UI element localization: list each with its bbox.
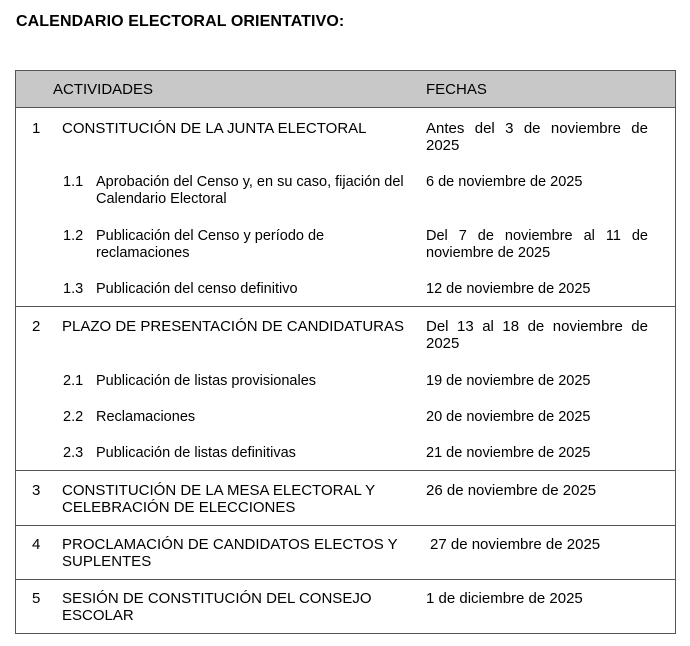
subitem-activity: Publicación del censo definitivo — [96, 281, 298, 297]
group-activity: SESIÓN DE CONSTITUCIÓN DEL CONSEJO ESCOLAR — [62, 590, 372, 624]
group-activity: PROCLAMACIÓN DE CANDIDATOS ELECTOS Y SUPLENTES — [62, 536, 398, 570]
subitem-activity: Publicación de listas definitivas — [96, 445, 296, 461]
group-date: 27 de noviembre de 2025 — [430, 536, 601, 553]
table-group-2 — [16, 307, 675, 471]
group-date: 26 de noviembre de 2025 — [426, 482, 597, 499]
subitem-activity: Reclamaciones — [96, 409, 196, 425]
table-group-3 — [16, 471, 675, 526]
group-number: 3 — [32, 482, 41, 499]
header-activities: ACTIVIDADES — [53, 81, 154, 98]
subitem-date: 19 de noviembre de 2025 — [426, 373, 591, 389]
subitem-number: 1.2 — [63, 228, 84, 244]
group-number: 2 — [32, 318, 41, 335]
table-group-4 — [16, 526, 675, 580]
group-activity: CONSTITUCIÓN DE LA JUNTA ELECTORAL — [62, 120, 367, 137]
group-date: Del 13 al 18 de noviembre de 2025 — [426, 318, 648, 352]
subitem-date: 21 de noviembre de 2025 — [426, 445, 591, 461]
group-activity: CONSTITUCIÓN DE LA MESA ELECTORAL Y CELEBRACIÓN DE ELECCIONES — [62, 482, 375, 516]
subitem-date: 20 de noviembre de 2025 — [426, 409, 591, 425]
group-date: Antes del 3 de noviembre de 2025 — [426, 120, 648, 154]
group-number: 5 — [32, 590, 41, 607]
table-header — [16, 71, 675, 108]
subitem-activity: Publicación de listas provisionales — [96, 373, 317, 389]
subitem-activity: Aprobación del Censo y, en su caso, fijación del Calendario Electoral — [96, 174, 404, 207]
subitem-number: 2.2 — [63, 409, 84, 425]
subitem-activity: Publicación del Censo y período de reclamaciones — [96, 228, 325, 261]
group-number: 4 — [32, 536, 41, 553]
subitem-date: 12 de noviembre de 2025 — [426, 281, 591, 297]
header-dates: FECHAS — [426, 81, 487, 98]
subitem-number: 2.3 — [63, 445, 84, 461]
subitem-number: 1.1 — [63, 174, 84, 190]
subitem-number: 2.1 — [63, 373, 84, 389]
group-date: 1 de diciembre de 2025 — [426, 590, 583, 607]
group-number: 1 — [32, 120, 41, 137]
subitem-number: 1.3 — [63, 281, 84, 297]
table-group-5 — [16, 580, 675, 634]
electoral-calendar-table — [15, 70, 676, 634]
subitem-date: 6 de noviembre de 2025 — [426, 174, 583, 190]
subitem-date: Del 7 de noviembre al 11 de noviembre de 2025 — [426, 228, 648, 261]
group-activity: PLAZO DE PRESENTACIÓN DE CANDIDATURAS — [62, 318, 404, 335]
table-group-1 — [16, 108, 675, 307]
document-title: CALENDARIO ELECTORAL ORIENTATIVO: — [16, 13, 345, 30]
